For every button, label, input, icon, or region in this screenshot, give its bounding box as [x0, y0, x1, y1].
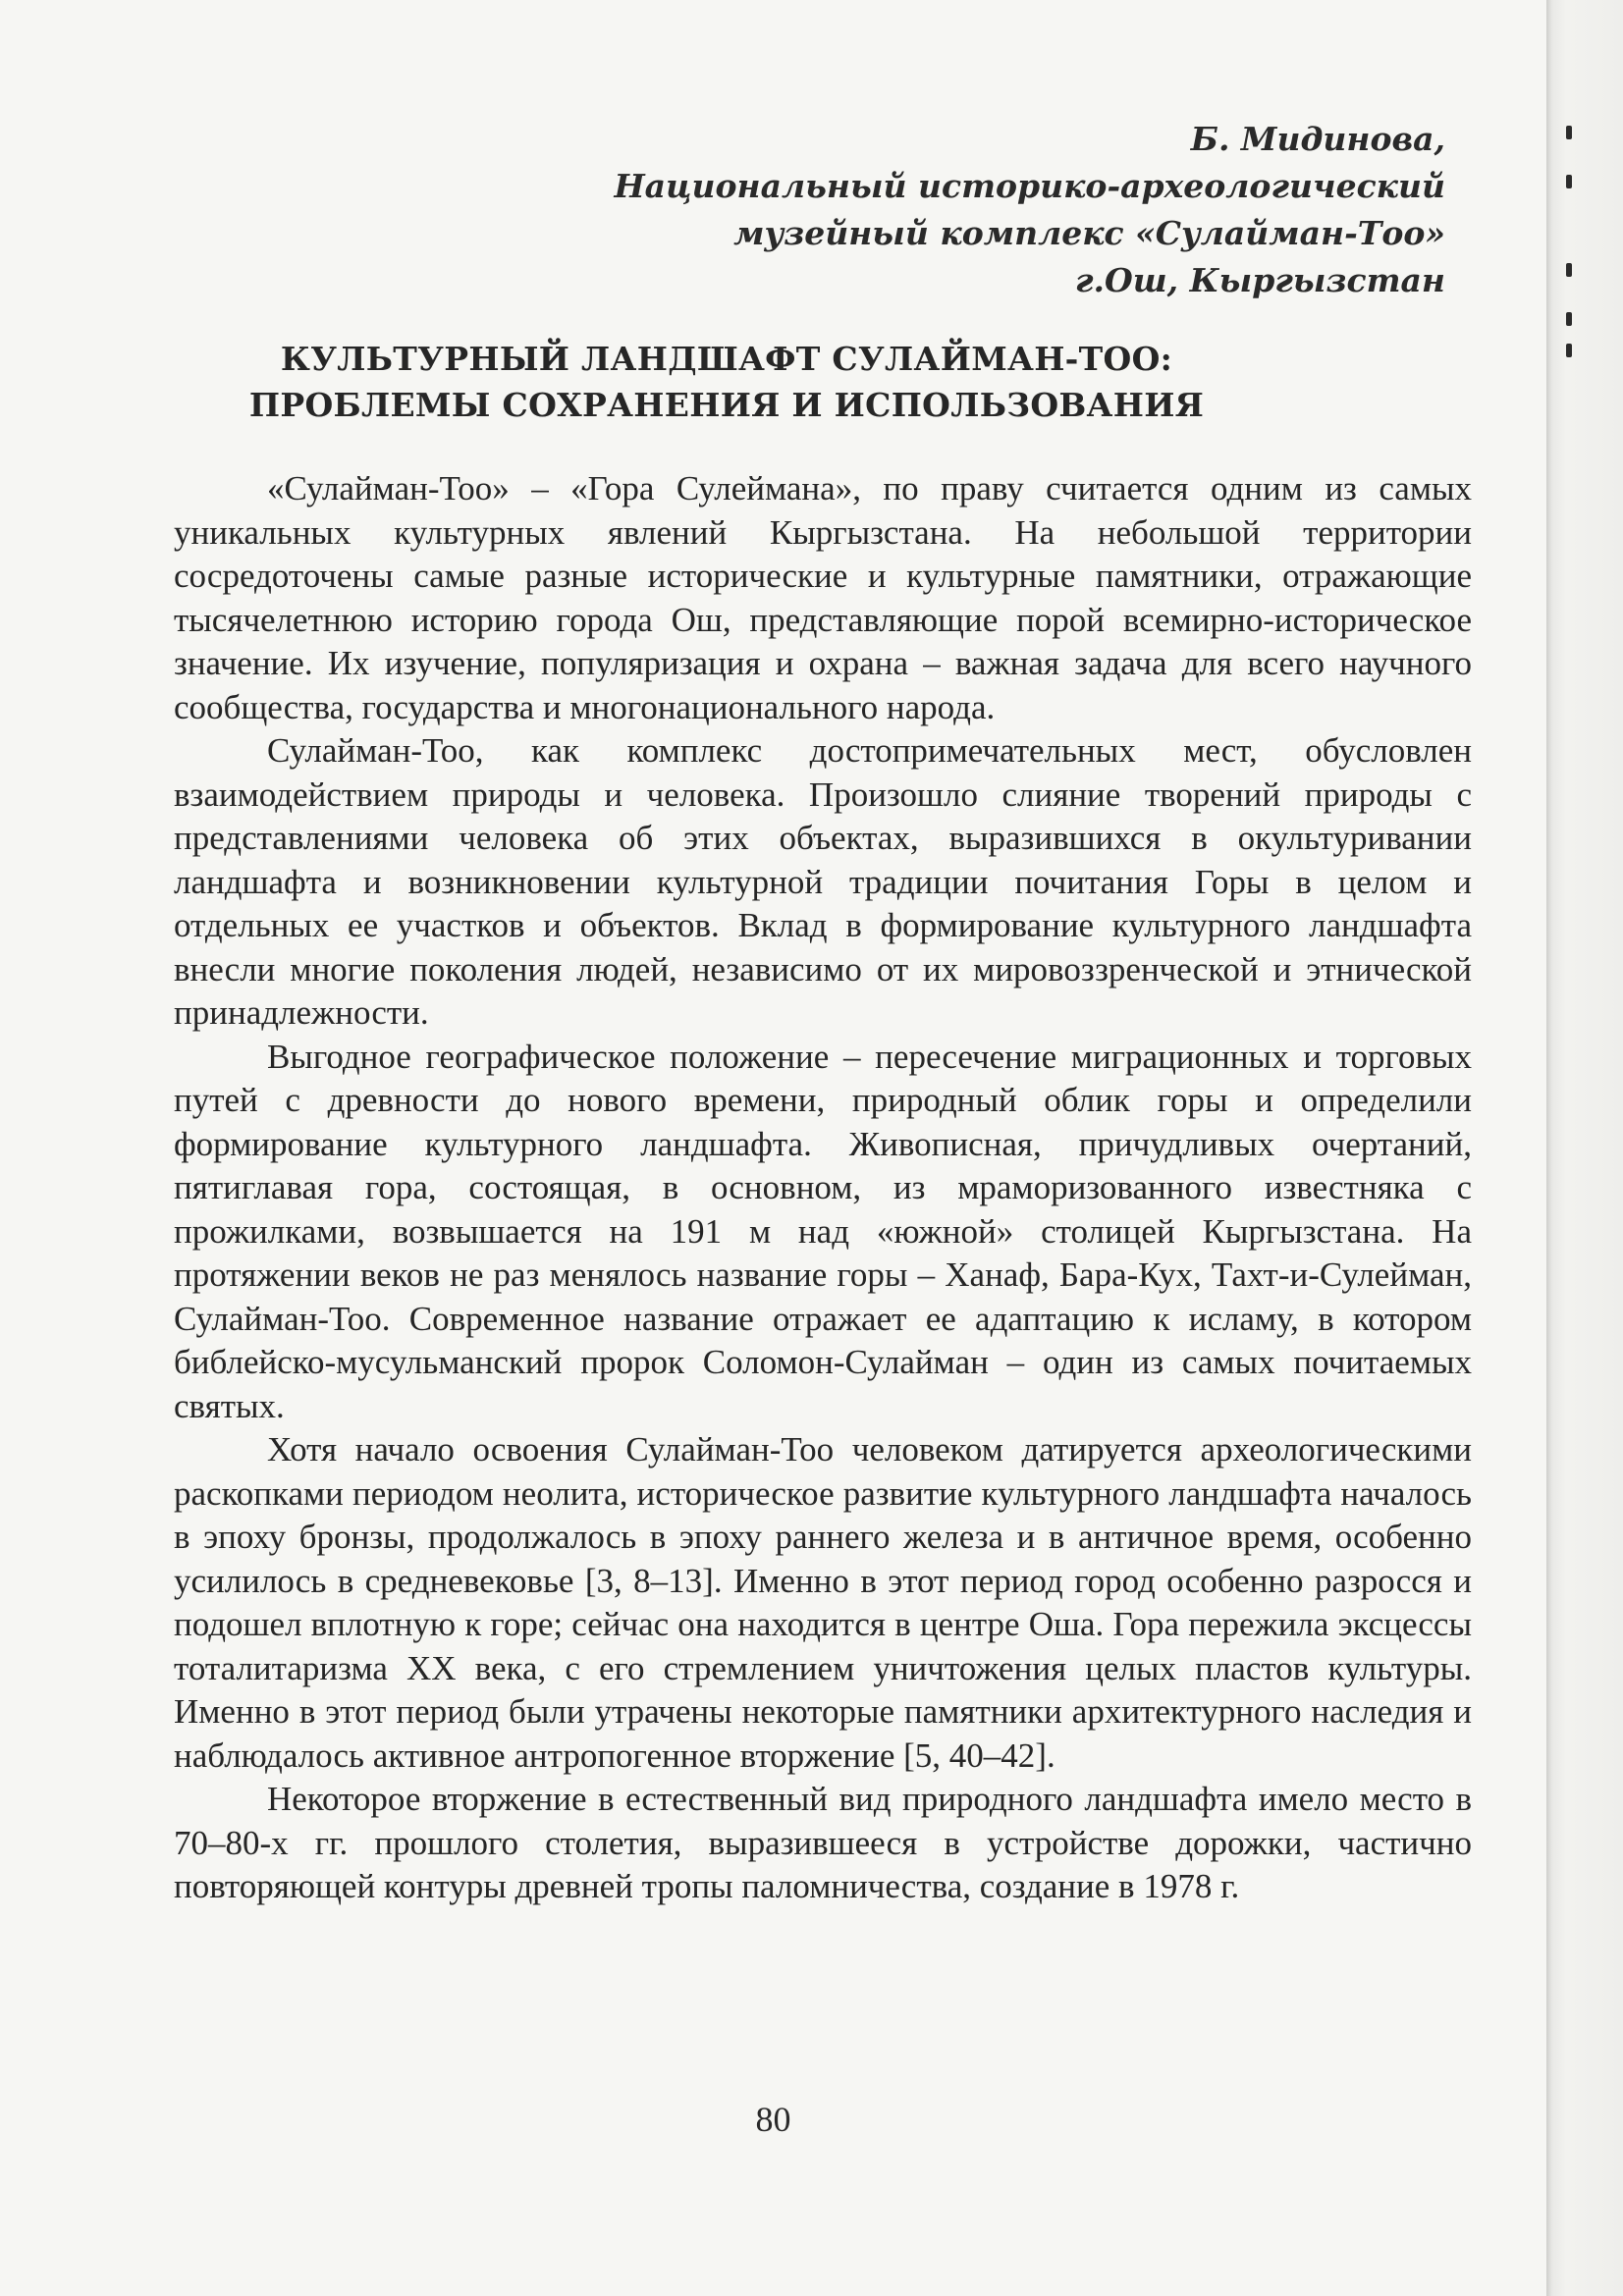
- paragraph-1: «Сулайман-Тоо» – «Гора Сулеймана», по праву считается одним из самых уникальных культурных явлений Кыргызстана. На небольшой территории сосредоточены самые разные исторические и культурные памятники, отражающие тысячелетнюю историю города Ош, представляющие порой всемирно-историческое значение. Их изучение, популяризация и охрана – важная задача для всего научного сообщества, государства и многонационального народа.: [174, 469, 1472, 726]
- author-name: Б. Мидинова,: [1190, 120, 1445, 158]
- title-line-2: ПРОБЛЕМЫ СОХРАНЕНИЯ И ИСПОЛЬЗОВАНИЯ: [248, 386, 1205, 424]
- article-title: [147, 336, 1306, 428]
- title-line-1: КУЛЬТУРНЫЙ ЛАНДШАФТ СУЛАЙМАН-ТОО:: [280, 340, 1173, 378]
- paragraph-4: Хотя начало освоения Сулайман-Тоо человеком датируется археологическими раскопками периодом неолита, историческое развитие культурного ландшафта началось в эпоху бронзы, продолжалось в эпоху раннего железа и в античное время, особенно усилилось в средневековье [3, 8–13]. Именно в этот период город особенно разросся и подошел вплотную к горе; сейчас она находится в центре Оша. Гора пережила эксцессы тоталитаризма XX века, с его стремлением уничтожения целых пластов культуры. Именно в этот период были утрачены некоторые памятники архитектурного наследия и наблюдалось активное антропогенное вторжение [5, 40–42].: [174, 1430, 1472, 1775]
- author-block: [365, 116, 1445, 304]
- paragraph-2: Сулайман-Тоо, как комплекс достопримечательных мест, обусловлен взаимодействием природы и человека. Произошло слияние творений природы с представлениями человека об этих объектах, выразившихся в окультуривании ландшафта и возникновении культурной традиции почитания Горы в целом и отдельных ее участков и объектов. Вклад в формирование культурного ландшафта внесли многие поколения людей, независимо от их мировоззренческой и этнической принадлежности.: [174, 731, 1472, 1032]
- edge-mark: [1566, 344, 1572, 357]
- paragraph-3: Выгодное географическое положение – пересечение миграционных и торговых путей с древности до нового времени, природный облик горы и определили формирование культурного ландшафта. Живописная, причудливых очертаний, пятиглавая гора, состоящая, в основном, из мраморизованного известняка с прожилками, возвышается на 191 м над «южной» столицей Кыргызстана. На протяжении веков не раз менялось название горы – Ханаф, Бара-Кух, Тахт-и-Сулейман, Сулайман-Тоо. Современное название отражает ее адаптацию к исламу, в котором библейско-мусульманский пророк Соломон-Сулайман – один из самых почитаемых святых.: [174, 1037, 1472, 1425]
- author-affiliation-line2: музейный комплекс «Сулайман-Тоо»: [733, 214, 1445, 252]
- article-body: [174, 467, 1472, 1909]
- author-location: г.Ош, Кыргызстан: [1074, 261, 1445, 299]
- page-number: 80: [755, 2100, 791, 2139]
- edge-mark: [1566, 126, 1572, 139]
- edge-mark: [1566, 175, 1572, 188]
- paragraph-5: Некоторое вторжение в естественный вид природного ландшафта имело место в 70–80-х гг. прошлого столетия, выразившееся в устройстве дорожки, частично повторяющей контуры древней тропы паломничества, создание в 1978 г.: [174, 1780, 1472, 1905]
- book-gutter: [1546, 0, 1623, 2296]
- edge-mark: [1566, 312, 1572, 326]
- edge-mark: [1566, 263, 1572, 277]
- author-affiliation-line1: Национальный историко-археологический: [614, 167, 1445, 205]
